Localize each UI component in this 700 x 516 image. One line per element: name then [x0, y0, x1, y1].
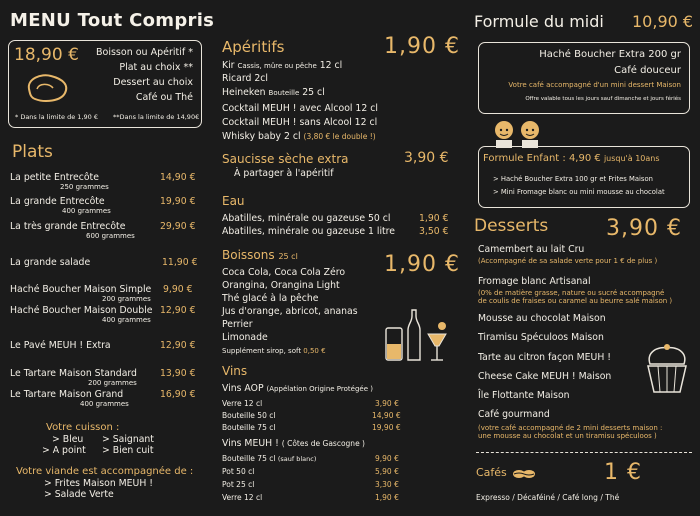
vin-item: Verre 12 cl: [222, 493, 263, 502]
vins-title: Vins: [222, 364, 248, 378]
accomp-item: > Salade Verte: [44, 489, 114, 500]
dessert-sub: (Accompagné de sa salade verte pour 1 € de plus ): [478, 257, 658, 265]
vin-price: 3,90 €: [375, 399, 399, 408]
divider: [476, 452, 692, 453]
vins-meuh-title: Vins MEUH ! ( Côtes de Gascogne ): [222, 438, 365, 449]
saucisse-price: 3,90 €: [404, 150, 449, 166]
eau-price: 1,90 €: [419, 213, 449, 224]
drinks-icon: [382, 308, 452, 364]
cafes-price: 1 €: [604, 460, 642, 485]
plats-title: Plats: [12, 142, 53, 162]
eau-item: Abatilles, minérale ou gazeuse 50 cl: [222, 213, 391, 224]
aperitif-item: Cocktail MEUH ! sans Alcool 12 cl: [222, 117, 378, 128]
cuisson-option: > Bien cuit: [102, 445, 154, 456]
plat-price: 9,90 €: [163, 284, 193, 295]
vin-price: 9,90 €: [375, 454, 399, 463]
plat-price: 12,90 €: [160, 340, 196, 351]
coffee-beans-icon: [512, 466, 536, 482]
aperitif-item: Whisky baby 2 cl (3,80 € le double !): [222, 131, 376, 142]
menu-price: 18,90 €: [14, 45, 79, 65]
boissons-price: 1,90 €: [384, 252, 460, 277]
menu-note-2: **Dans la limite de 14,90€: [113, 113, 200, 121]
aperitif-item: Ricard 2cl: [222, 73, 268, 84]
plat-sub: 250 grammes: [60, 183, 109, 191]
plat-price: 29,90 €: [160, 221, 196, 232]
formule-price: 10,90 €: [632, 12, 694, 31]
menu-tout-compris-box: [8, 40, 202, 128]
plat-name: Haché Boucher Maison Double: [10, 305, 153, 316]
dessert-sub: une mousse au chocolat et un tiramisu spéculoos ): [478, 432, 657, 440]
dessert-item: Tiramisu Spéculoos Maison: [478, 332, 604, 343]
vin-price: 1,90 €: [375, 493, 399, 502]
dessert-sub: de coulis de fraises ou caramel au beurre salé maison ): [478, 297, 673, 305]
boisson-item: Coca Cola, Coca Cola Zéro: [222, 267, 346, 278]
vin-item: Pot 25 cl: [222, 480, 255, 489]
children-icon: [490, 118, 546, 148]
plat-name: La grande salade: [10, 257, 91, 268]
aperitif-item: Cocktail MEUH ! avec Alcool 12 cl: [222, 103, 378, 114]
menu-items: [63, 45, 193, 105]
dessert-item: Tarte au citron façon MEUH !: [478, 352, 612, 363]
vin-price: 5,90 €: [375, 467, 399, 476]
dessert-item: Cheese Cake MEUH ! Maison: [478, 371, 612, 382]
plat-sub: 400 grammes: [80, 400, 129, 408]
plat-name: La grande Entrecôte: [10, 196, 105, 207]
dessert-item: Camembert au lait Cru: [478, 244, 585, 255]
plat-price: 12,90 €: [160, 305, 196, 316]
formule-box: [478, 42, 690, 114]
cuisson-title: Votre cuisson :: [46, 422, 120, 433]
boisson-item: Orangina, Orangina Light: [222, 280, 340, 291]
enfant-item: > Mini Fromage blanc ou mini mousse au chocolat: [493, 188, 665, 196]
menu-item: Dessert au choix: [113, 77, 193, 88]
dessert-sub: (votre café accompagné de 2 mini desserts maison :: [478, 424, 663, 432]
vin-item: Bouteille 50 cl: [222, 411, 276, 420]
plat-name: Le Tartare Maison Standard: [10, 368, 137, 379]
plat-sub: 200 grammes: [102, 295, 151, 303]
vins-aop-title: Vins AOP (Appélation Origine Protégée ): [222, 383, 373, 394]
saucisse-sub: À partager à l'apéritif: [234, 168, 334, 179]
accomp-item: > Frites Maison MEUH !: [44, 478, 154, 489]
aperitifs-price: 1,90 €: [384, 34, 460, 59]
desserts-price: 3,90 €: [606, 216, 682, 241]
cupcake-icon: [642, 342, 692, 394]
supplement: Supplément sirop, soft 0,50 €: [222, 347, 326, 355]
dessert-item: Fromage blanc Artisanal: [478, 276, 591, 287]
formule-note: Votre café accompagné d'un mini dessert Maison: [508, 81, 681, 89]
dessert-item: Café gourmand: [478, 409, 550, 420]
boisson-item: Thé glacé à la pêche: [222, 293, 319, 304]
dessert-item: Île Flottante Maison: [478, 390, 570, 401]
formule-line1: Haché Boucher Extra 200 gr: [539, 49, 681, 60]
vin-item: Pot 50 cl: [222, 467, 255, 476]
plat-price: 16,90 €: [160, 389, 196, 400]
aperitif-item: Kir Cassis, mûre ou pêche 12 cl: [222, 60, 343, 71]
enfant-item: > Haché Boucher Extra 100 gr et Frites Maison: [493, 175, 653, 183]
vin-price: 19,90 €: [372, 423, 401, 432]
formule-line2: Café douceur: [614, 65, 681, 76]
enfant-box: [478, 146, 690, 208]
accomp-title: Votre viande est accompagnée de :: [16, 466, 194, 477]
boissons-title: Boissons 25 cl: [222, 248, 298, 262]
eau-item: Abatilles, minérale ou gazeuse 1 litre: [222, 226, 396, 237]
boisson-item: Jus d'orange, abricot, ananas: [222, 306, 358, 317]
plat-price: 13,90 €: [160, 368, 196, 379]
plat-price: 11,90 €: [162, 257, 198, 268]
boisson-item: Perrier: [222, 319, 253, 330]
plat-price: 19,90 €: [160, 196, 196, 207]
dessert-item: Mousse au chocolat Maison: [478, 313, 606, 324]
plat-sub: 400 grammes: [102, 316, 151, 324]
dessert-sub: (0% de matière grasse, nature ou sucré accompagné: [478, 289, 665, 297]
menu-title: MENU Tout Compris: [10, 10, 215, 31]
vin-item: Bouteille 75 cl (sauf blanc): [222, 454, 317, 463]
cafes-items: Expresso / Décaféiné / Café long / Thé: [476, 493, 620, 502]
desserts-title: Desserts: [474, 216, 549, 236]
menu-item: Boisson ou Apéritif *: [96, 47, 193, 58]
cuisson-option: > Saignant: [102, 434, 154, 445]
eau-title: Eau: [222, 194, 245, 208]
enfant-title: Formule Enfant : 4,90 € jusqu'à 10ans: [483, 153, 660, 164]
plat-name: La petite Entrecôte: [10, 172, 99, 183]
plat-sub: 400 grammes: [62, 207, 111, 215]
plat-sub: 600 grammes: [86, 232, 135, 240]
aperitifs-title: Apéritifs: [222, 38, 285, 56]
cafes-title: Cafés: [476, 466, 507, 479]
plat-name: La très grande Entrecôte: [10, 221, 126, 232]
plat-name: Le Pavé MEUH ! Extra: [10, 340, 111, 351]
plat-sub: 200 grammes: [88, 379, 137, 387]
menu-note-1: * Dans la limite de 1,90 €: [15, 113, 98, 121]
saucisse-title: Saucisse sèche extra: [222, 152, 349, 166]
eau-price: 3,50 €: [419, 226, 449, 237]
plat-name: Le Tartare Maison Grand: [10, 389, 124, 400]
plat-name: Haché Boucher Maison Simple: [10, 284, 152, 295]
formule-small: Offre valable tous les jours sauf dimanche et jours fériés: [525, 96, 681, 102]
vin-item: Bouteille 75 cl: [222, 423, 276, 432]
aperitif-item: Heineken Bouteille 25 cl: [222, 87, 325, 98]
cuisson-option: > A point: [42, 445, 86, 456]
cuisson-option: > Bleu: [52, 434, 84, 445]
vin-item: Verre 12 cl: [222, 399, 263, 408]
vin-price: 3,30 €: [375, 480, 399, 489]
formule-title: Formule du midi: [474, 12, 604, 31]
menu-item: Café ou Thé: [135, 92, 193, 103]
menu-item: Plat au choix **: [119, 62, 193, 73]
plat-price: 14,90 €: [160, 172, 196, 183]
boisson-item: Limonade: [222, 332, 268, 343]
vin-price: 14,90 €: [372, 411, 401, 420]
